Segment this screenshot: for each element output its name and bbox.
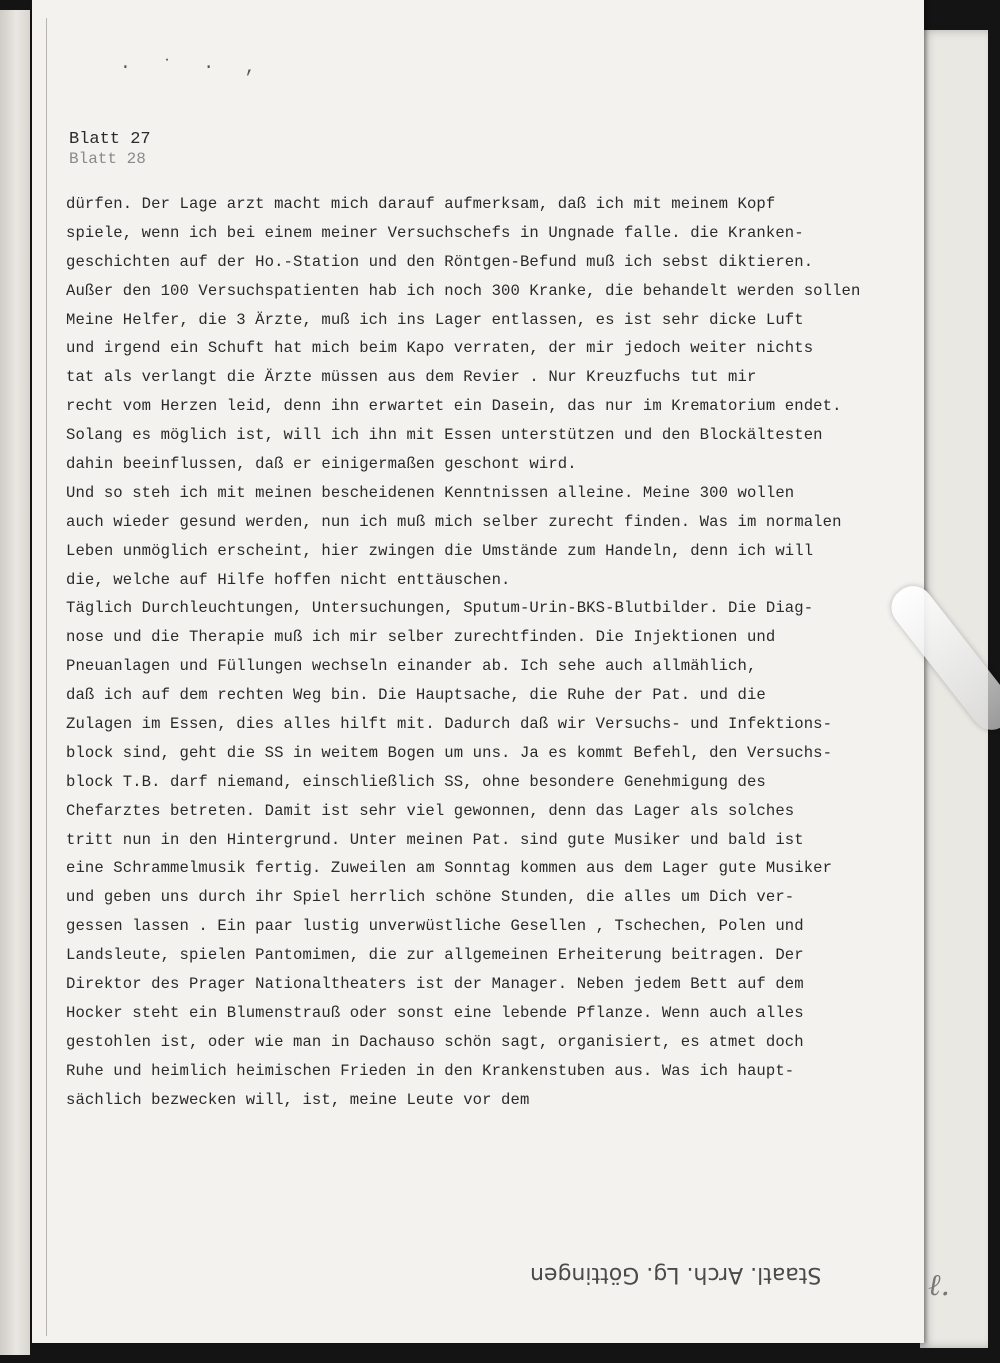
text-line: Solang es möglich ist, will ich ihn mit Essen unterstützen und den Blockältesten: [66, 426, 823, 445]
text-line: Und so steh ich mit meinen bescheidenen Kenntnissen alleine. Meine 300 wollen: [66, 483, 795, 502]
archive-stamp: Staatl. Arch. Lg. Göttingen: [530, 1262, 822, 1287]
text-line: Landsleute, spielen Pantomimen, die zur allgemeinen Erheiterung beitragen. Der: [66, 946, 804, 965]
ink-specks: · ˙ · ,: [120, 58, 266, 78]
text-line: geschichten auf der Ho.-Station und den Röntgen-Befund muß ich sebst diktieren.: [66, 252, 814, 271]
text-line: gestohlen ist, oder wie man in Dachauso schön sagt, organisiert, es atmet doch: [66, 1032, 804, 1051]
text-line: Hocker steht ein Blumenstrauß oder sonst eine lebende Pflanze. Wenn auch alles: [66, 1003, 804, 1022]
text-line: Pneuanlagen und Füllungen wechseln einander ab. Ich sehe auch allmählich,: [66, 657, 757, 676]
text-line: Meine Helfer, die 3 Ärzte, muß ich ins Lager entlassen, es ist sehr dicke Luft: [66, 310, 804, 329]
text-line: Ruhe und heimlich heimischen Frieden in den Krankenstuben aus. Was ich haupt-: [66, 1061, 795, 1080]
text-line: und irgend ein Schuft hat mich beim Kapo verraten, der mir jedoch weiter nichts: [66, 339, 814, 358]
text-line: Täglich Durchleuchtungen, Untersuchungen, Sputum-Urin-BKS-Blutbilder. Die Diag-: [66, 599, 814, 618]
text-line: auch wieder gesund werden, nun ich muß mich selber zurecht finden. Was im normalen: [66, 512, 842, 531]
text-line: block T.B. darf niemand, einschließlich SS, ohne besondere Genehmigung des: [66, 772, 766, 791]
text-line: Außer den 100 Versuchspatienten hab ich noch 300 Kranke, die behandelt werden sollen: [66, 281, 861, 300]
page-number-ghost-label: Blatt 28: [69, 150, 146, 168]
page-number-label: Blatt 27: [69, 130, 151, 149]
adjacent-page-edge: [0, 10, 30, 1355]
page-fold-line: [46, 18, 47, 1336]
text-line: block sind, geht die SS in weitem Bogen um uns. Ja es kommt Befehl, den Versuchs-: [66, 743, 833, 762]
text-line: dahin beeinflussen, daß er einigermaßen geschont wird.: [66, 455, 577, 474]
text-line: die, welche auf Hilfe hoffen nicht enttäuschen.: [66, 570, 511, 589]
text-line: und geben uns durch ihr Spiel herrlich schöne Stunden, die alles um Dich ver-: [66, 888, 795, 907]
margin-pencil-mark: ℓ.: [928, 1268, 951, 1303]
text-line: Leben unmöglich erscheint, hier zwingen die Umstände zum Handeln, denn ich will: [66, 541, 814, 560]
text-line: dürfen. Der Lage arzt macht mich darauf aufmerksam, daß ich mit meinem Kopf: [66, 195, 776, 213]
text-line: tritt nun in den Hintergrund. Unter meinen Pat. sind gute Musiker und bald ist: [66, 830, 804, 849]
text-line: Direktor des Prager Nationaltheaters ist der Manager. Neben jedem Bett auf dem: [66, 975, 804, 994]
text-line: daß ich auf dem rechten Weg bin. Die Hauptsache, die Ruhe der Pat. und die: [66, 686, 766, 705]
text-line: tat als verlangt die Ärzte müssen aus dem Revier . Nur Kreuzfuchs tut mir: [66, 368, 757, 387]
text-line: gessen lassen . Ein paar lustig unverwüstliche Gesellen , Tschechen, Polen und: [66, 917, 804, 936]
text-line: sächlich bezwecken will, ist, meine Leute vor dem: [66, 1090, 530, 1109]
text-line: recht vom Herzen leid, denn ihn erwartet ein Dasein, das nur im Krematorium endet.: [66, 397, 842, 416]
text-line: nose und die Therapie muß ich mir selber zurechtfinden. Die Injektionen und: [66, 628, 776, 647]
text-line: Chefarztes betreten. Damit ist sehr viel gewonnen, denn das Lager als solches: [66, 801, 795, 820]
typewritten-body: [66, 190, 926, 1115]
text-line: eine Schrammelmusik fertig. Zuweilen am Sonntag kommen aus dem Lager gute Musiker: [66, 859, 833, 878]
text-line: Zulagen im Essen, dies alles hilft mit. Dadurch daß wir Versuchs- und Infektions-: [66, 715, 833, 734]
text-line: spiele, wenn ich bei einem meiner Versuchschefs in Ungnade falle. die Kranken-: [66, 223, 804, 242]
